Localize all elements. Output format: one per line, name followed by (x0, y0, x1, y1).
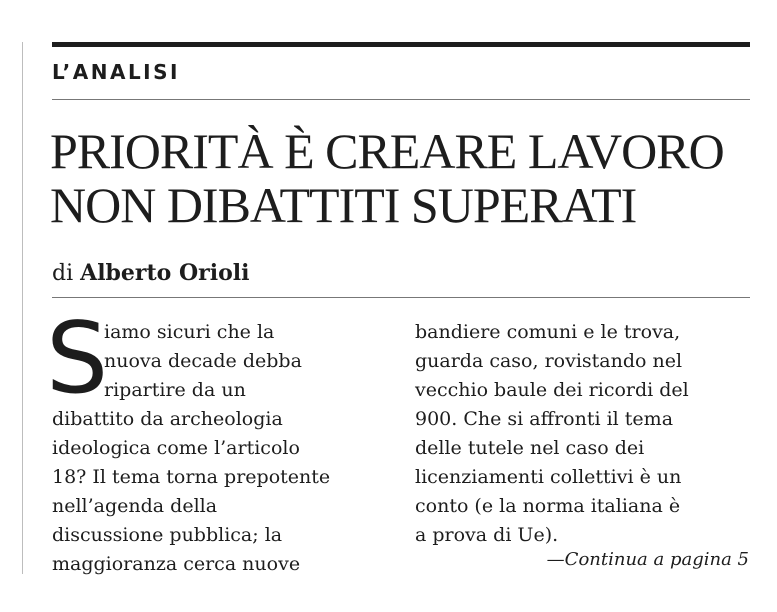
headline-line-1: PRIORITÀ È CREARE LAVORO (50, 123, 724, 179)
body-line: a prova di Ue). (415, 524, 559, 546)
column-divider (22, 42, 23, 574)
body-line: ideologica come l’articolo (52, 437, 300, 459)
body-line: conto (e la norma italiana è (415, 495, 681, 517)
body-line: 18? Il tema torna prepotente (52, 466, 331, 488)
body-line: ripartire da un (104, 379, 246, 401)
section-top-rule (52, 42, 750, 47)
byline (52, 258, 250, 289)
kicker-divider (52, 99, 750, 100)
body-line: nuova decade debba (104, 350, 302, 372)
body-line: delle tutele nel caso dei (415, 437, 645, 459)
body-line: discussione pubblica; la (52, 524, 283, 546)
body-line: nell’agenda della (52, 495, 218, 517)
body-line: dibattito da archeologia (52, 408, 283, 430)
body-line: maggioranza cerca nuove (52, 553, 301, 575)
article-column-right (415, 318, 751, 550)
headline-line-2: NON DIBATTITI SUPERATI (50, 177, 637, 233)
body-line: guarda caso, rovistando nel (415, 350, 683, 372)
article-headline (50, 124, 724, 232)
body-line: licenziamenti collettivi è un (415, 466, 682, 488)
continue-on-page-link[interactable]: —Continua a pagina 5 (546, 549, 749, 570)
body-line: 900. Che si affronti il tema (415, 408, 674, 430)
byline-prefix: di (52, 261, 74, 286)
article-column-left (52, 318, 384, 579)
drop-cap: S (46, 302, 109, 416)
body-line: bandiere comuni e le trova, (415, 321, 681, 343)
section-kicker: L’ANALISI (52, 60, 180, 84)
body-line: vecchio baule dei ricordi del (415, 379, 689, 401)
byline-divider (52, 297, 750, 298)
body-line: iamo sicuri che la (104, 321, 275, 343)
byline-author: Alberto Orioli (80, 260, 250, 286)
